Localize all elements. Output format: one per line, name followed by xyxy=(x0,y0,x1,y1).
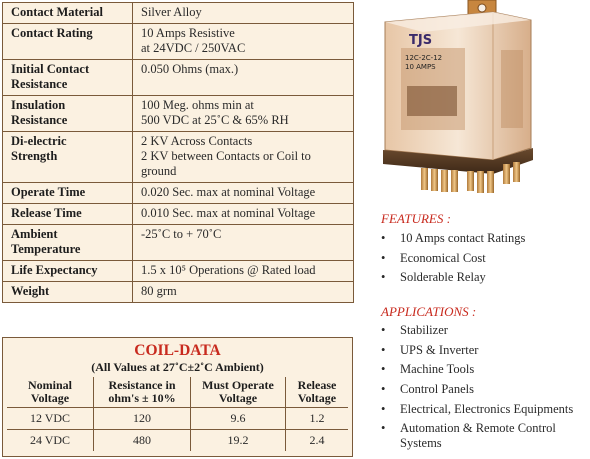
spec-value: 0.050 Ohms (max.) xyxy=(133,60,354,96)
relay-model-text: 12C-2C-12 xyxy=(405,54,443,62)
coil-cell: 1.2 xyxy=(286,408,349,430)
bullet-icon: • xyxy=(381,362,386,377)
coil-data-title: COIL-DATA xyxy=(134,342,221,359)
spec-row xyxy=(3,60,354,96)
coil-row xyxy=(7,430,348,452)
applications-list xyxy=(381,323,580,456)
list-item: • Solderable Relay xyxy=(381,270,486,285)
features-title: FEATURES : xyxy=(381,211,451,226)
specifications-table xyxy=(2,2,354,303)
list-item: • Control Panels xyxy=(381,382,474,397)
coil-cell: 12 VDC xyxy=(7,408,94,430)
spec-row xyxy=(3,204,354,225)
spec-label: Contact Rating xyxy=(3,24,133,60)
list-item: • Electrical, Electronics Equipments xyxy=(381,401,574,416)
spec-label: Contact Material xyxy=(3,3,133,24)
coil-row xyxy=(7,408,348,430)
spec-value: -25˚C to + 70˚C xyxy=(133,225,354,261)
spec-value: 2 KV Across Contacts 2 KV between Contacts or Coil to ground xyxy=(133,132,354,183)
coil-header-cell: Nominal Voltage xyxy=(7,377,94,408)
coil-cell: 9.6 xyxy=(191,408,286,430)
spec-label: Ambient Temperature xyxy=(3,225,133,261)
spec-label: Operate Time xyxy=(3,183,133,204)
bullet-icon: • xyxy=(381,270,386,285)
coil-cell: 120 xyxy=(94,408,191,430)
spec-value: 0.010 Sec. max at nominal Voltage xyxy=(133,204,354,225)
bullet-icon: • xyxy=(381,401,386,416)
spec-row xyxy=(3,132,354,183)
bullet-icon: • xyxy=(381,323,386,337)
spec-value: 10 Amps Resistive at 24VDC / 250VAC xyxy=(133,24,354,60)
spec-row xyxy=(3,261,354,282)
spec-row xyxy=(3,24,354,60)
coil-header-row xyxy=(7,377,348,408)
coil-cell: 480 xyxy=(94,430,191,452)
spec-value: 1.5 x 10⁵ Operations @ Rated load xyxy=(133,261,354,282)
relay-rating-text: 10 AMPS xyxy=(405,63,436,71)
coil-data-table xyxy=(7,377,348,451)
spec-label: Life Expectancy xyxy=(3,261,133,282)
features-list xyxy=(381,231,525,290)
list-item: • 10 Amps contact Ratings xyxy=(381,231,526,245)
bullet-icon: • xyxy=(381,421,386,436)
bullet-icon: • xyxy=(381,382,386,397)
bullet-icon: • xyxy=(381,342,386,357)
list-item: • Stabilizer xyxy=(381,323,448,337)
spec-value: Silver Alloy xyxy=(133,3,354,24)
coil-cell: 19.2 xyxy=(191,430,286,452)
relay-product-image xyxy=(383,0,543,200)
spec-row xyxy=(3,183,354,204)
spec-value: 0.020 Sec. max at nominal Voltage xyxy=(133,183,354,204)
coil-data-box xyxy=(2,337,353,457)
spec-row xyxy=(3,3,354,24)
bullet-icon: • xyxy=(381,250,386,265)
spec-value: 80 grm xyxy=(133,282,354,303)
spec-row xyxy=(3,225,354,261)
bullet-icon: • xyxy=(381,231,386,245)
spec-label: Weight xyxy=(3,282,133,303)
coil-header-cell: Release Voltage xyxy=(286,377,349,408)
spec-label: Initial Contact Resistance xyxy=(3,60,133,96)
relay-logo: TJS xyxy=(409,33,433,48)
coil-cell: 2.4 xyxy=(286,430,349,452)
spec-row xyxy=(3,96,354,132)
applications-title: APPLICATIONS : xyxy=(381,304,477,319)
coil-data-subtitle: (All Values at 27˚C±2˚C Ambient) xyxy=(91,360,264,374)
spec-label: Di-electric Strength xyxy=(3,132,133,183)
spec-label: Insulation Resistance xyxy=(3,96,133,132)
spec-value: 100 Meg. ohms min at 500 VDC at 25˚C & 65% RH xyxy=(133,96,354,132)
coil-cell: 24 VDC xyxy=(7,430,94,452)
spec-row xyxy=(3,282,354,303)
coil-header-cell: Must Operate Voltage xyxy=(191,377,286,408)
list-item: • UPS & Inverter xyxy=(381,342,479,357)
list-item: • Machine Tools xyxy=(381,362,475,377)
list-item: • Economical Cost xyxy=(381,250,486,265)
coil-header-cell: Resistance in ohm's ± 10% xyxy=(94,377,191,408)
list-item: • Automation & Remote Control Systems xyxy=(381,421,556,451)
spec-label: Release Time xyxy=(3,204,133,225)
